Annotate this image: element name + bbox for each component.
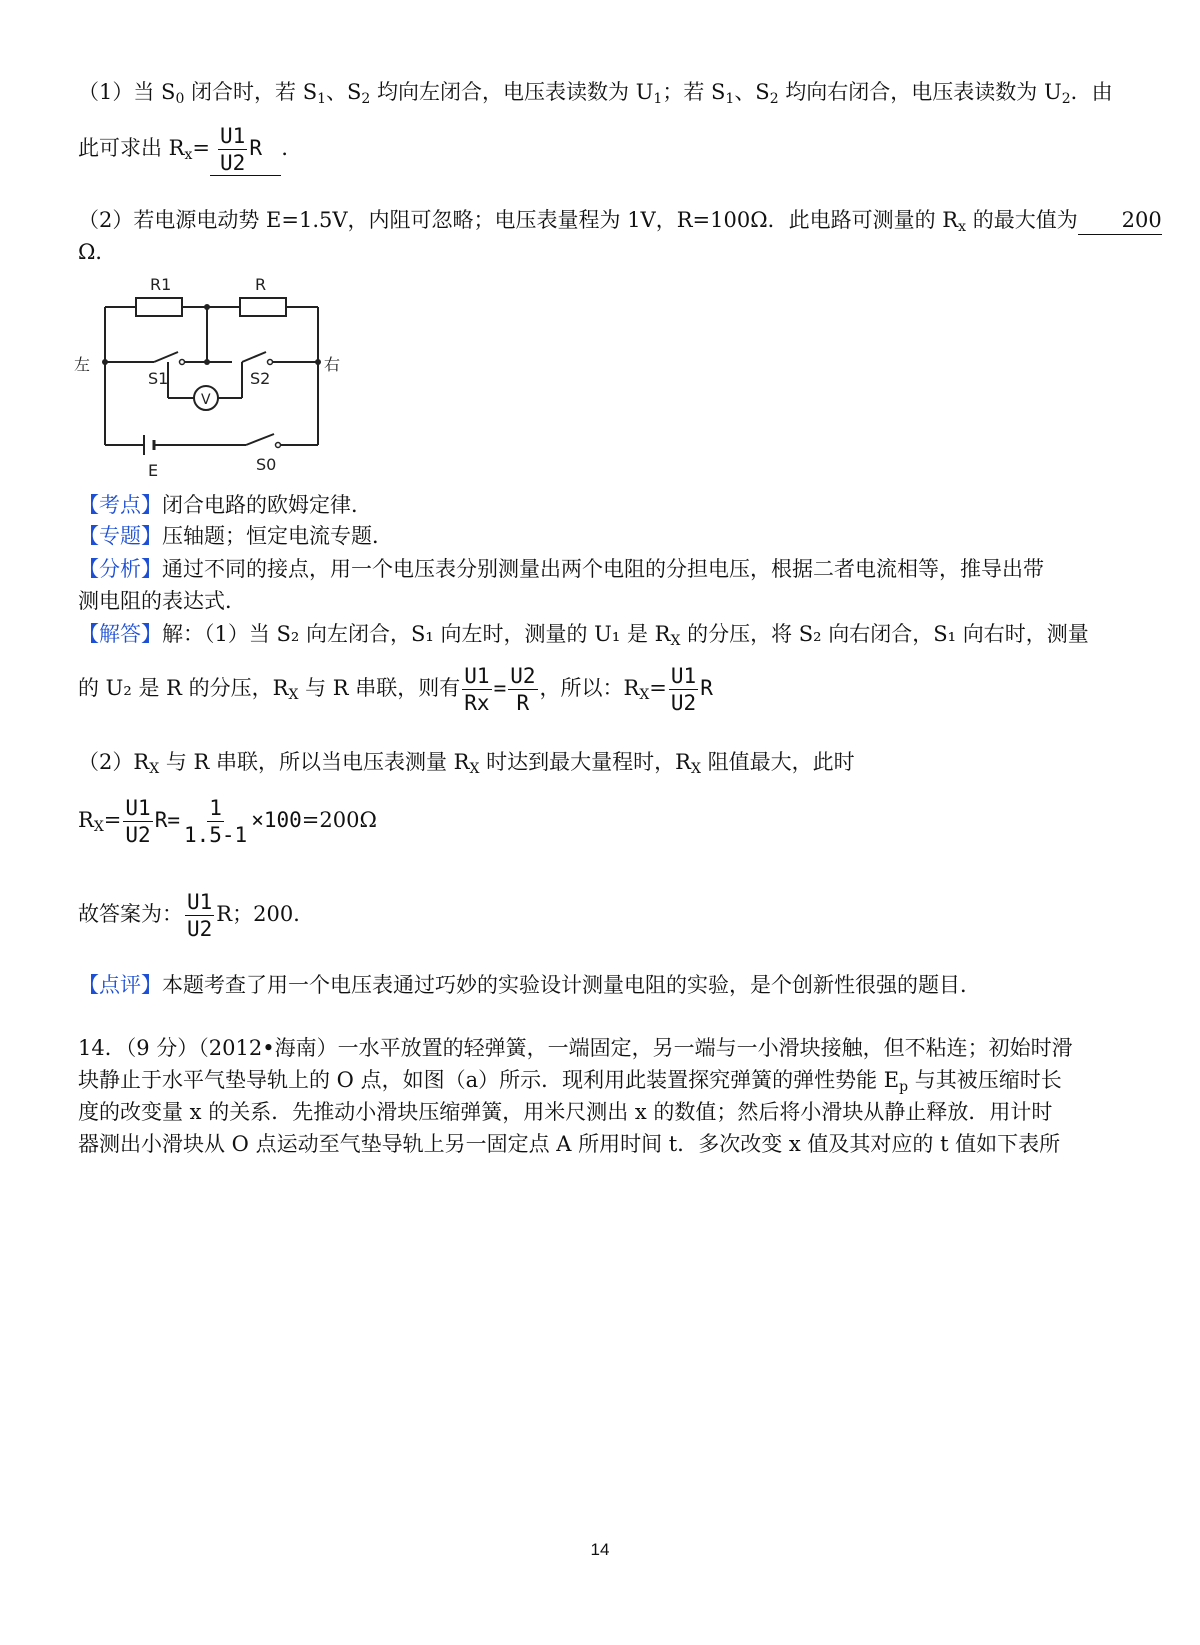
calc-fraction: $\frac{1}{1.5-1}$ — [183, 796, 248, 847]
jieda-part2-line: $(2)R_X$ 与 R 串联，所以当电压表测量 $R_X$ 时达到最大量程时，$R_X$ 阻值最大，此时 — [78, 750, 855, 777]
kaodian-line: 【考点】闭合电路的欧姆定律． — [78, 493, 372, 517]
q14-line3: 度的改变量 x 的关系．先推动小滑块压缩弹簧，用米尺测出 x 的数值；然后将小滑块从静止释放．用计时 — [78, 1100, 1053, 1124]
label-s0: S0 — [256, 455, 277, 474]
label-e: E — [148, 461, 159, 480]
calc-ratio-u1-u2: $\frac{U1}{U2}$ — [125, 796, 151, 847]
label-r1: R1 — [150, 275, 172, 294]
jieda-line1: 【解答】解：（1）当 S₂ 向左闭合，S₁ 向左时，测量的 U₁ 是 $R_X$ 的分压，将 S₂ 向右闭合，S₁ 向右时，测量 — [78, 622, 1089, 649]
page-number: 14 — [590, 1540, 610, 1559]
switch-s0 — [246, 434, 274, 445]
part2-line: （2）若电源电动势 E=1.5V，内阻可忽略；电压表量程为 1V，R=100Ω．此电路可测量的 $R_x$ 的最大值为 200 — [78, 208, 1162, 235]
ratio-u2-r: $\frac{U2}{R}$ — [510, 664, 536, 715]
answer-fraction: $\frac{U1}{U2}$ — [220, 124, 246, 175]
label-left: 左 — [74, 355, 91, 374]
final-ratio: $\frac{U1}{U2}$ — [187, 890, 213, 941]
label-s1: S1 — [148, 369, 169, 388]
q14-line4: 器测出小滑块从 O 点运动至气垫导轨上另一固定点 A 所用时间 t．多次改变 x 值及其对应的 t 值如下表所 — [78, 1132, 1061, 1156]
label-v: V — [201, 392, 211, 408]
answer-blank-2: 200 — [1078, 206, 1162, 235]
jieda-calc-line: $R_X=$ $\frac{U1}{U2}$ R= $\frac{1}{1.5-1}$ ×100=200Ω — [78, 796, 377, 847]
part1-line2: 此可求出 $R_x=$ $\frac{U1}{U2}$ R ． — [78, 124, 303, 175]
zhuanti-line: 【专题】压轴题；恒定电流专题． — [78, 524, 393, 548]
circuit-diagram — [70, 270, 370, 490]
dianping-line: 【点评】本题考查了用一个电压表通过巧妙的实验设计测量电阻的实验，是个创新性很强的题目． — [78, 973, 981, 997]
label-right: 右 — [324, 355, 341, 374]
switch-s2 — [242, 352, 266, 362]
jieda-line2: 的 U₂ 是 R 的分压，$R_X$ 与 R 串联，则有 $\frac{U1}{Rx}$ = $\frac{U2}{R}$ ，所以：$R_X=$ $\frac{U1}{U2}$ R — [78, 664, 713, 715]
fenxi-line1: 【分析】通过不同的接点，用一个电压表分别测量出两个电阻的分担电压，根据二者电流相等，推导出带 — [78, 557, 1044, 581]
final-answer-line: 故答案为： $\frac{U1}{U2}$ R；200． — [78, 890, 315, 941]
resistor-r1 — [136, 298, 182, 316]
part1-line1: （1）当 $S_0$ 闭合时，若 $S_1$、$S_2$ 均向左闭合，电压表读数为 $U_1$；若 $S_1$、$S_2$ 均向右闭合，电压表读数为 $U_2$．由 — [78, 80, 1113, 107]
switch-s1 — [154, 352, 178, 362]
fenxi-line2: 测电阻的表达式． — [78, 589, 246, 613]
label-s2: S2 — [250, 369, 271, 388]
answer-blank-1: $\frac{U1}{U2}$ R — [210, 124, 281, 176]
q14-line2: 块静止于水平气垫导轨上的 O 点，如图（a）所示．现利用此装置探究弹簧的弹性势能 $E_p$ 与其被压缩时长 — [78, 1068, 1062, 1095]
part2-unit: Ω． — [78, 240, 117, 264]
q14-line1: 14．（9 分）（2012•海南）一水平放置的轻弹簧，一端固定，另一端与一小滑块接触，但不粘连；初始时滑 — [78, 1036, 1073, 1060]
resistor-r — [240, 298, 286, 316]
label-r: R — [255, 275, 267, 294]
ratio-u1-rx: $\frac{U1}{Rx}$ — [464, 664, 490, 715]
ratio-u1-u2: $\frac{U1}{U2}$ — [670, 664, 697, 715]
